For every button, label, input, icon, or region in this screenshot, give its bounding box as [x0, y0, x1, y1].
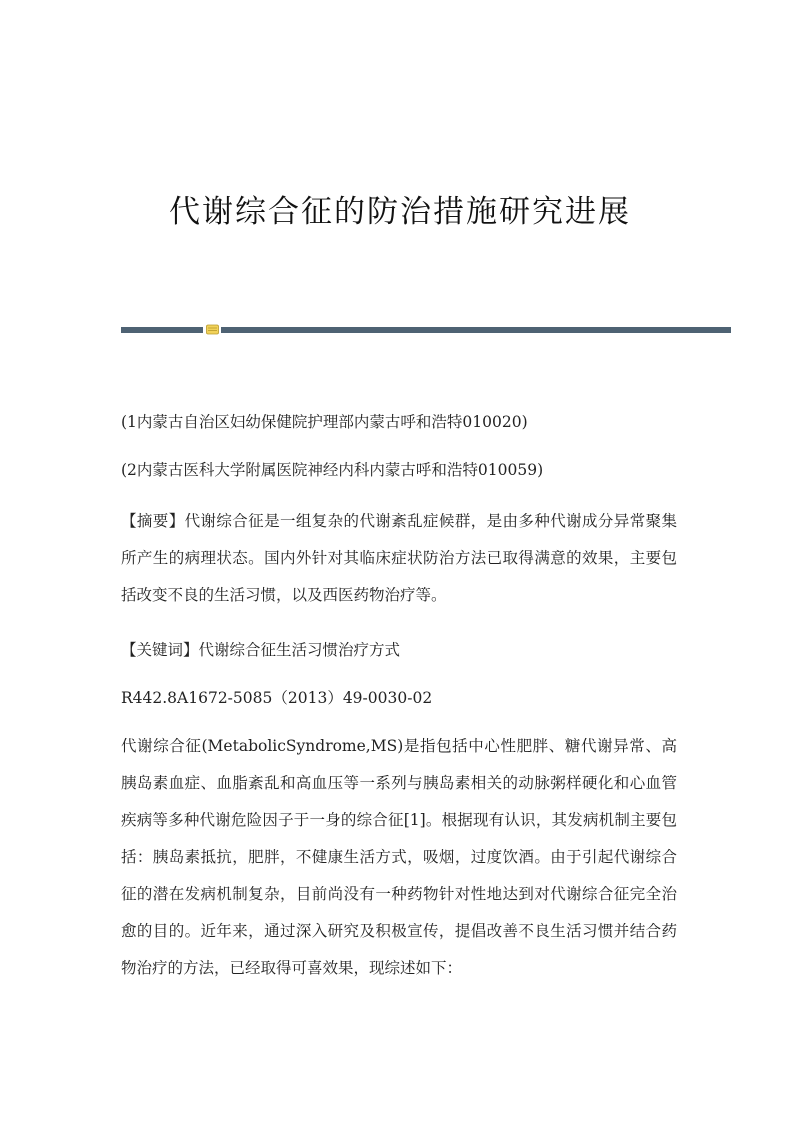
- divider-bar-left: [121, 327, 203, 333]
- affiliation-1: (1内蒙古自治区妇幼保健院护理部内蒙古呼和浩特010020): [121, 413, 528, 431]
- classification-code: R442.8A1672-5085（2013）49-0030-02: [121, 689, 433, 707]
- document-title: 代谢综合征的防治措施研究进展: [169, 194, 631, 230]
- divider-bar-right: [221, 327, 731, 333]
- affiliation-2: (2内蒙古医科大学附属医院神经内科内蒙古呼和浩特010059): [121, 461, 544, 479]
- intro-paragraph: 代谢综合征(MetabolicSyndrome,MS)是指包括中心性肥胖、糖代谢异常、高胰岛素血症、血脂紊乱和高血压等一系列与胰岛素相关的动脉粥样硬化和心血管疾病等多种代谢危险因子于一身的综合征[1]。根据现有认识，其发病机制主要包括：胰岛素抵抗，肥胖，不健康生活方式，吸烟，过度饮酒。由于引起代谢综合征的潜在发病机制复杂，目前尚没有一种药物针对性地达到对代谢综合征完全治愈的目的。近年来，通过深入研究及积极宣传，提倡改善不良生活习惯并结合药物治疗的方法，已经取得可喜效果，现综述如下：: [121, 737, 677, 977]
- divider-ornament-icon: [206, 324, 219, 335]
- title-divider: [121, 324, 731, 334]
- keywords-line: 【关键词】代谢综合征生活习惯治疗方式: [121, 641, 401, 659]
- abstract-paragraph: 【摘要】代谢综合征是一组复杂的代谢紊乱症候群，是由多种代谢成分异常聚集所产生的病理状态。国内外针对其临床症状防治方法已取得满意的效果，主要包括改变不良的生活习惯，以及西医药物治疗等。: [121, 512, 677, 604]
